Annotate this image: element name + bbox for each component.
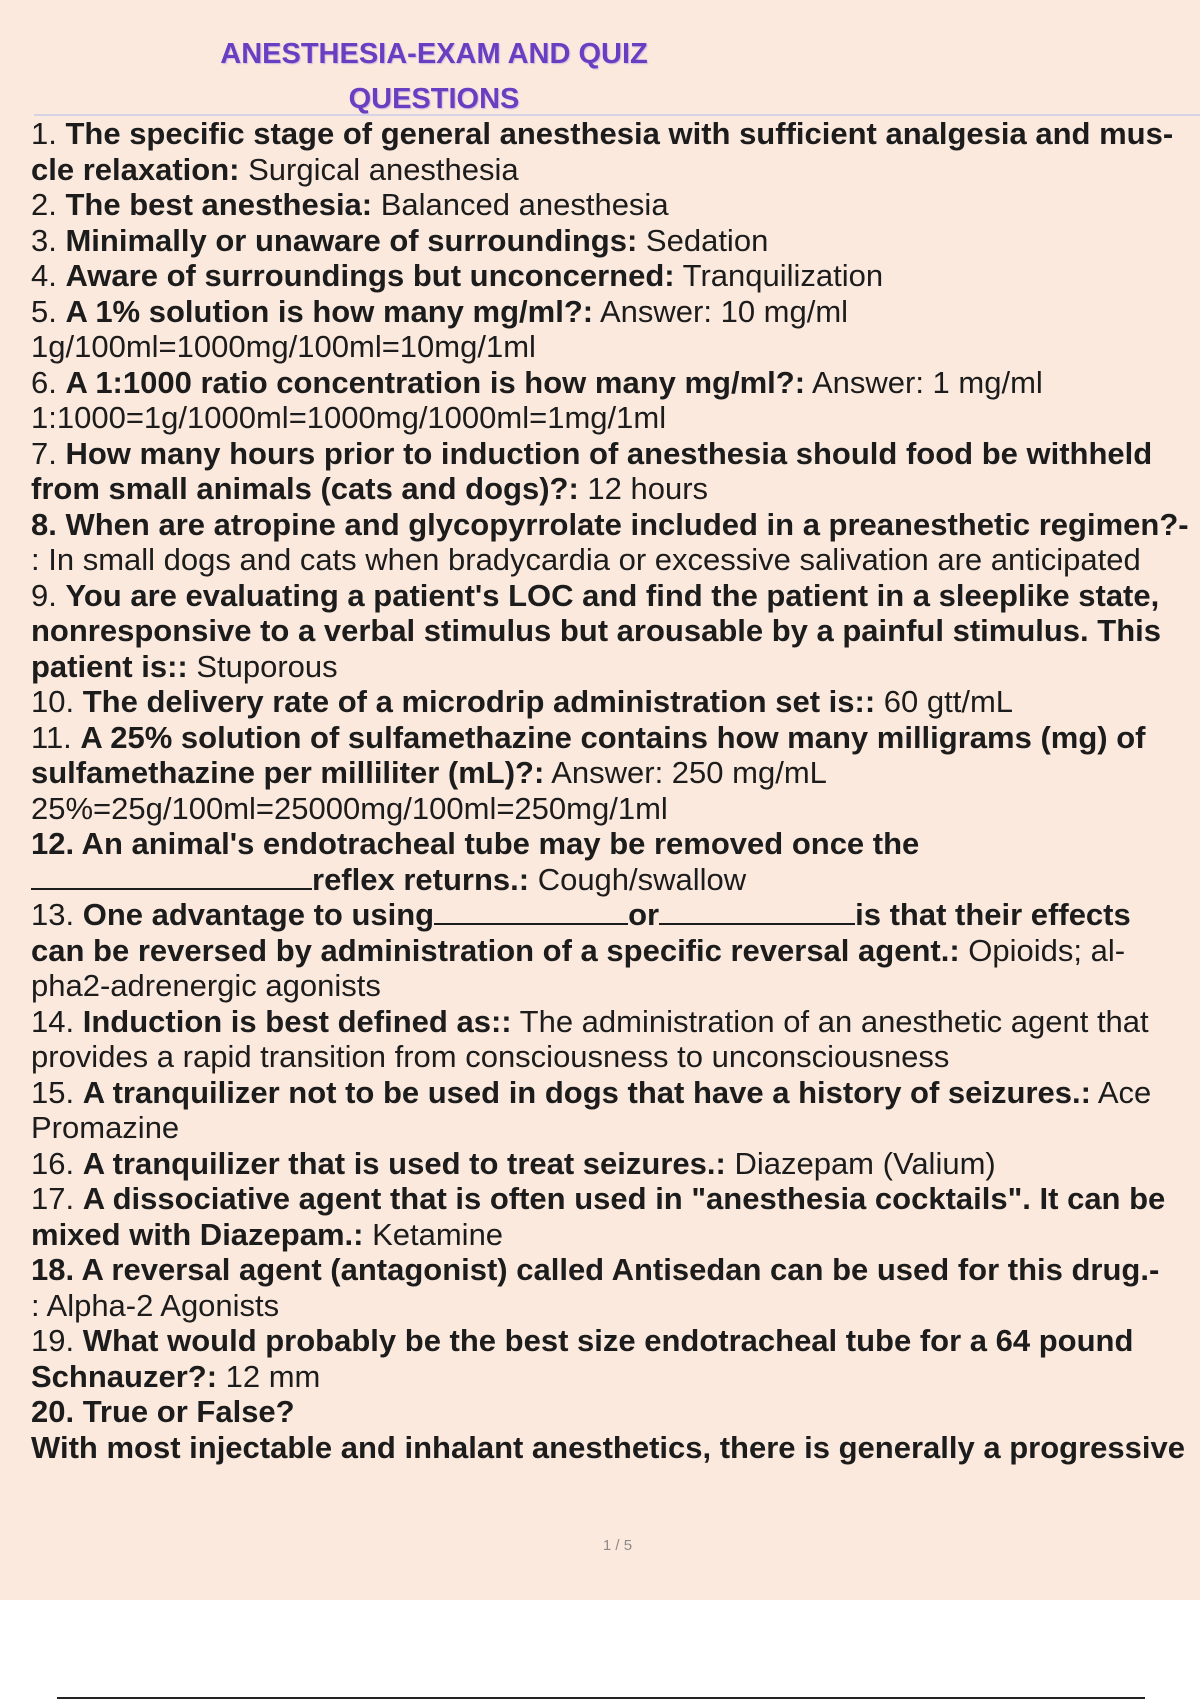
question-text: nonresponsive to a verbal stimulus but arousable by a painful stimulus. This (31, 613, 1162, 648)
quiz-line (31, 720, 1200, 756)
answer-text: Balanced anesthesia (372, 187, 669, 222)
question-number: 2. (31, 187, 66, 222)
question-text: A 25% solution of sulfamethazine contains how many milligrams (mg) of (80, 719, 1146, 755)
answer-text: provides a rapid transition from consciousness to unconsciousness (31, 1039, 950, 1074)
question-number: 11. (31, 719, 81, 755)
quiz-line (31, 649, 1200, 685)
answer-text: 1:1000=1g/1000ml=1000mg/1000ml=1mg/1ml (31, 400, 667, 435)
question-number: 13. (31, 897, 83, 932)
quiz-line (31, 1288, 1200, 1324)
question-text: can be reversed by administration of a specific reversal agent.: (31, 932, 960, 968)
question-text: How many hours prior to induction of anesthesia should food be withheld (65, 435, 1153, 471)
question-number: 3. (31, 222, 66, 258)
answer-text: Answer: 10 mg/ml (593, 293, 849, 329)
answer-text: Surgical anesthesia (239, 151, 519, 187)
document-title (34, 32, 834, 122)
answer-text: 25%=25g/100ml=25000mg/100ml=250mg/1ml (31, 790, 668, 826)
quiz-line (31, 542, 1200, 578)
question-text: sulfamethazine per milliliter (mL)?: (31, 755, 545, 790)
quiz-line (31, 187, 1200, 223)
answer-text: 12 mm (217, 1358, 321, 1394)
answer-text: Stuporous (187, 648, 338, 684)
quiz-line (31, 1394, 1200, 1430)
question-text: is that their effects (855, 897, 1131, 932)
quiz-line (31, 897, 1200, 933)
question-text: 18. A reversal agent (antagonist) called Antisedan can be used for this drug.- (31, 1252, 1160, 1287)
quiz-line (31, 826, 1200, 862)
question-text: or (628, 897, 660, 932)
question-number: 1. (31, 116, 66, 151)
quiz-line (31, 471, 1200, 507)
question-text: What would probably be the best size endotracheal tube for a 64 pound (82, 1323, 1134, 1358)
question-text: Aware of surroundings but unconcerned: (65, 258, 675, 293)
quiz-line (31, 507, 1200, 543)
question-text: Induction is best defined as:: (82, 1003, 512, 1039)
question-text: A 1% solution is how many mg/ml?: (65, 293, 594, 329)
question-number: 16. (31, 1145, 83, 1181)
question-text: 8. When are atropine and glycopyrrolate included in a preanesthetic regimen?- (31, 506, 1189, 542)
question-text: The delivery rate of a microdrip administration set is:: (82, 684, 876, 719)
quiz-line (31, 968, 1200, 1004)
quiz-line (31, 1252, 1200, 1288)
quiz-line (31, 294, 1200, 330)
quiz-line (31, 258, 1200, 294)
answer-text: Opioids; al- (959, 932, 1126, 968)
answer-text: Cough/swallow (529, 861, 747, 897)
fill-in-blank (31, 864, 312, 890)
bottom-divider (57, 1697, 1145, 1699)
question-text: from small animals (cats and dogs)?: (31, 471, 579, 506)
quiz-line (31, 400, 1200, 436)
answer-text: Diazepam (Valium) (725, 1145, 996, 1181)
title-line-2: QUESTIONS (348, 83, 520, 115)
question-text: A dissociative agent that is often used in "anesthesia cocktails". It can be (82, 1181, 1166, 1216)
quiz-line (31, 684, 1200, 720)
quiz-line (31, 329, 1200, 365)
quiz-line (31, 613, 1200, 649)
question-number: 17. (31, 1181, 83, 1216)
question-text: patient is:: (31, 648, 188, 684)
answer-text: 60 gtt/mL (875, 684, 1014, 719)
question-text: You are evaluating a patient's LOC and find the patient in a sleeplike state, (65, 577, 1160, 613)
answer-text: Ace (1090, 1074, 1152, 1110)
answer-text: pha2-adrenergic agonists (31, 968, 381, 1003)
quiz-line (31, 365, 1200, 401)
quiz-line (31, 791, 1200, 827)
question-text: A tranquilizer that is used to treat seizures.: (82, 1145, 726, 1181)
quiz-line (31, 1039, 1200, 1075)
answer-text: Answer: 250 mg/mL (544, 755, 827, 790)
answer-text: Sedation (637, 222, 769, 258)
quiz-line (31, 933, 1200, 969)
answer-text: 12 hours (578, 471, 709, 506)
quiz-line (31, 1004, 1200, 1040)
question-number: 14. (31, 1003, 83, 1039)
answer-text: 1g/100ml=1000mg/100ml=10mg/1ml (31, 329, 536, 364)
question-text: With most injectable and inhalant anesthetics, there is generally a progressive (31, 1429, 1185, 1465)
answer-text: Answer: 1 mg/ml (805, 364, 1043, 400)
question-text: A tranquilizer not to be used in dogs that have a history of seizures.: (82, 1074, 1091, 1110)
question-number: 19. (31, 1323, 83, 1358)
fill-in-blank (659, 899, 855, 925)
answer-text: : In small dogs and cats when bradycardia or excessive salivation are anticipated (31, 542, 1141, 577)
quiz-line (31, 1075, 1200, 1111)
question-text: 20. True or False? (31, 1394, 295, 1429)
quiz-line (31, 578, 1200, 614)
quiz-line (31, 1146, 1200, 1182)
quiz-line (31, 1323, 1200, 1359)
question-text: cle relaxation: (31, 151, 240, 187)
quiz-line (31, 436, 1200, 472)
answer-text: The administration of an anesthetic agent that (511, 1003, 1149, 1039)
answer-text: Tranquilization (674, 258, 884, 293)
question-text: A 1:1000 ratio concentration is how many mg/ml?: (65, 364, 806, 400)
question-text: reflex returns.: (312, 861, 530, 897)
question-text: The specific stage of general anesthesia with sufficient analgesia and mus- (65, 116, 1174, 151)
question-number: 6. (31, 364, 66, 400)
question-text: Schnauzer?: (31, 1358, 218, 1394)
question-text: Minimally or unaware of surroundings: (65, 222, 638, 258)
quiz-line (31, 223, 1200, 259)
quiz-line (31, 116, 1200, 152)
quiz-line (31, 862, 1200, 898)
quiz-line (31, 1181, 1200, 1217)
quiz-content (31, 116, 1200, 1465)
question-number: 7. (31, 435, 66, 471)
question-text: 12. An animal's endotracheal tube may be removed once the (31, 826, 920, 861)
question-text: One advantage to using (82, 897, 435, 932)
quiz-line (31, 1217, 1200, 1253)
answer-text: Ketamine (363, 1216, 504, 1252)
question-text: The best anesthesia: (65, 187, 373, 222)
answer-text: : Alpha-2 Agonists (31, 1287, 280, 1323)
question-number: 10. (31, 684, 83, 719)
question-number: 4. (31, 258, 66, 293)
quiz-line (31, 1359, 1200, 1395)
quiz-line (31, 1110, 1200, 1146)
question-number: 15. (31, 1074, 83, 1110)
page-indicator: 1 / 5 (602, 1537, 633, 1554)
answer-text: Promazine (31, 1110, 180, 1145)
quiz-line (31, 152, 1200, 188)
fill-in-blank (434, 899, 628, 925)
question-number: 9. (31, 577, 66, 613)
quiz-line (31, 755, 1200, 791)
quiz-line (31, 1430, 1200, 1466)
question-number: 5. (31, 293, 66, 329)
question-text: mixed with Diazepam.: (31, 1216, 364, 1252)
title-line-1: ANESTHESIA-EXAM AND QUIZ (220, 38, 648, 70)
